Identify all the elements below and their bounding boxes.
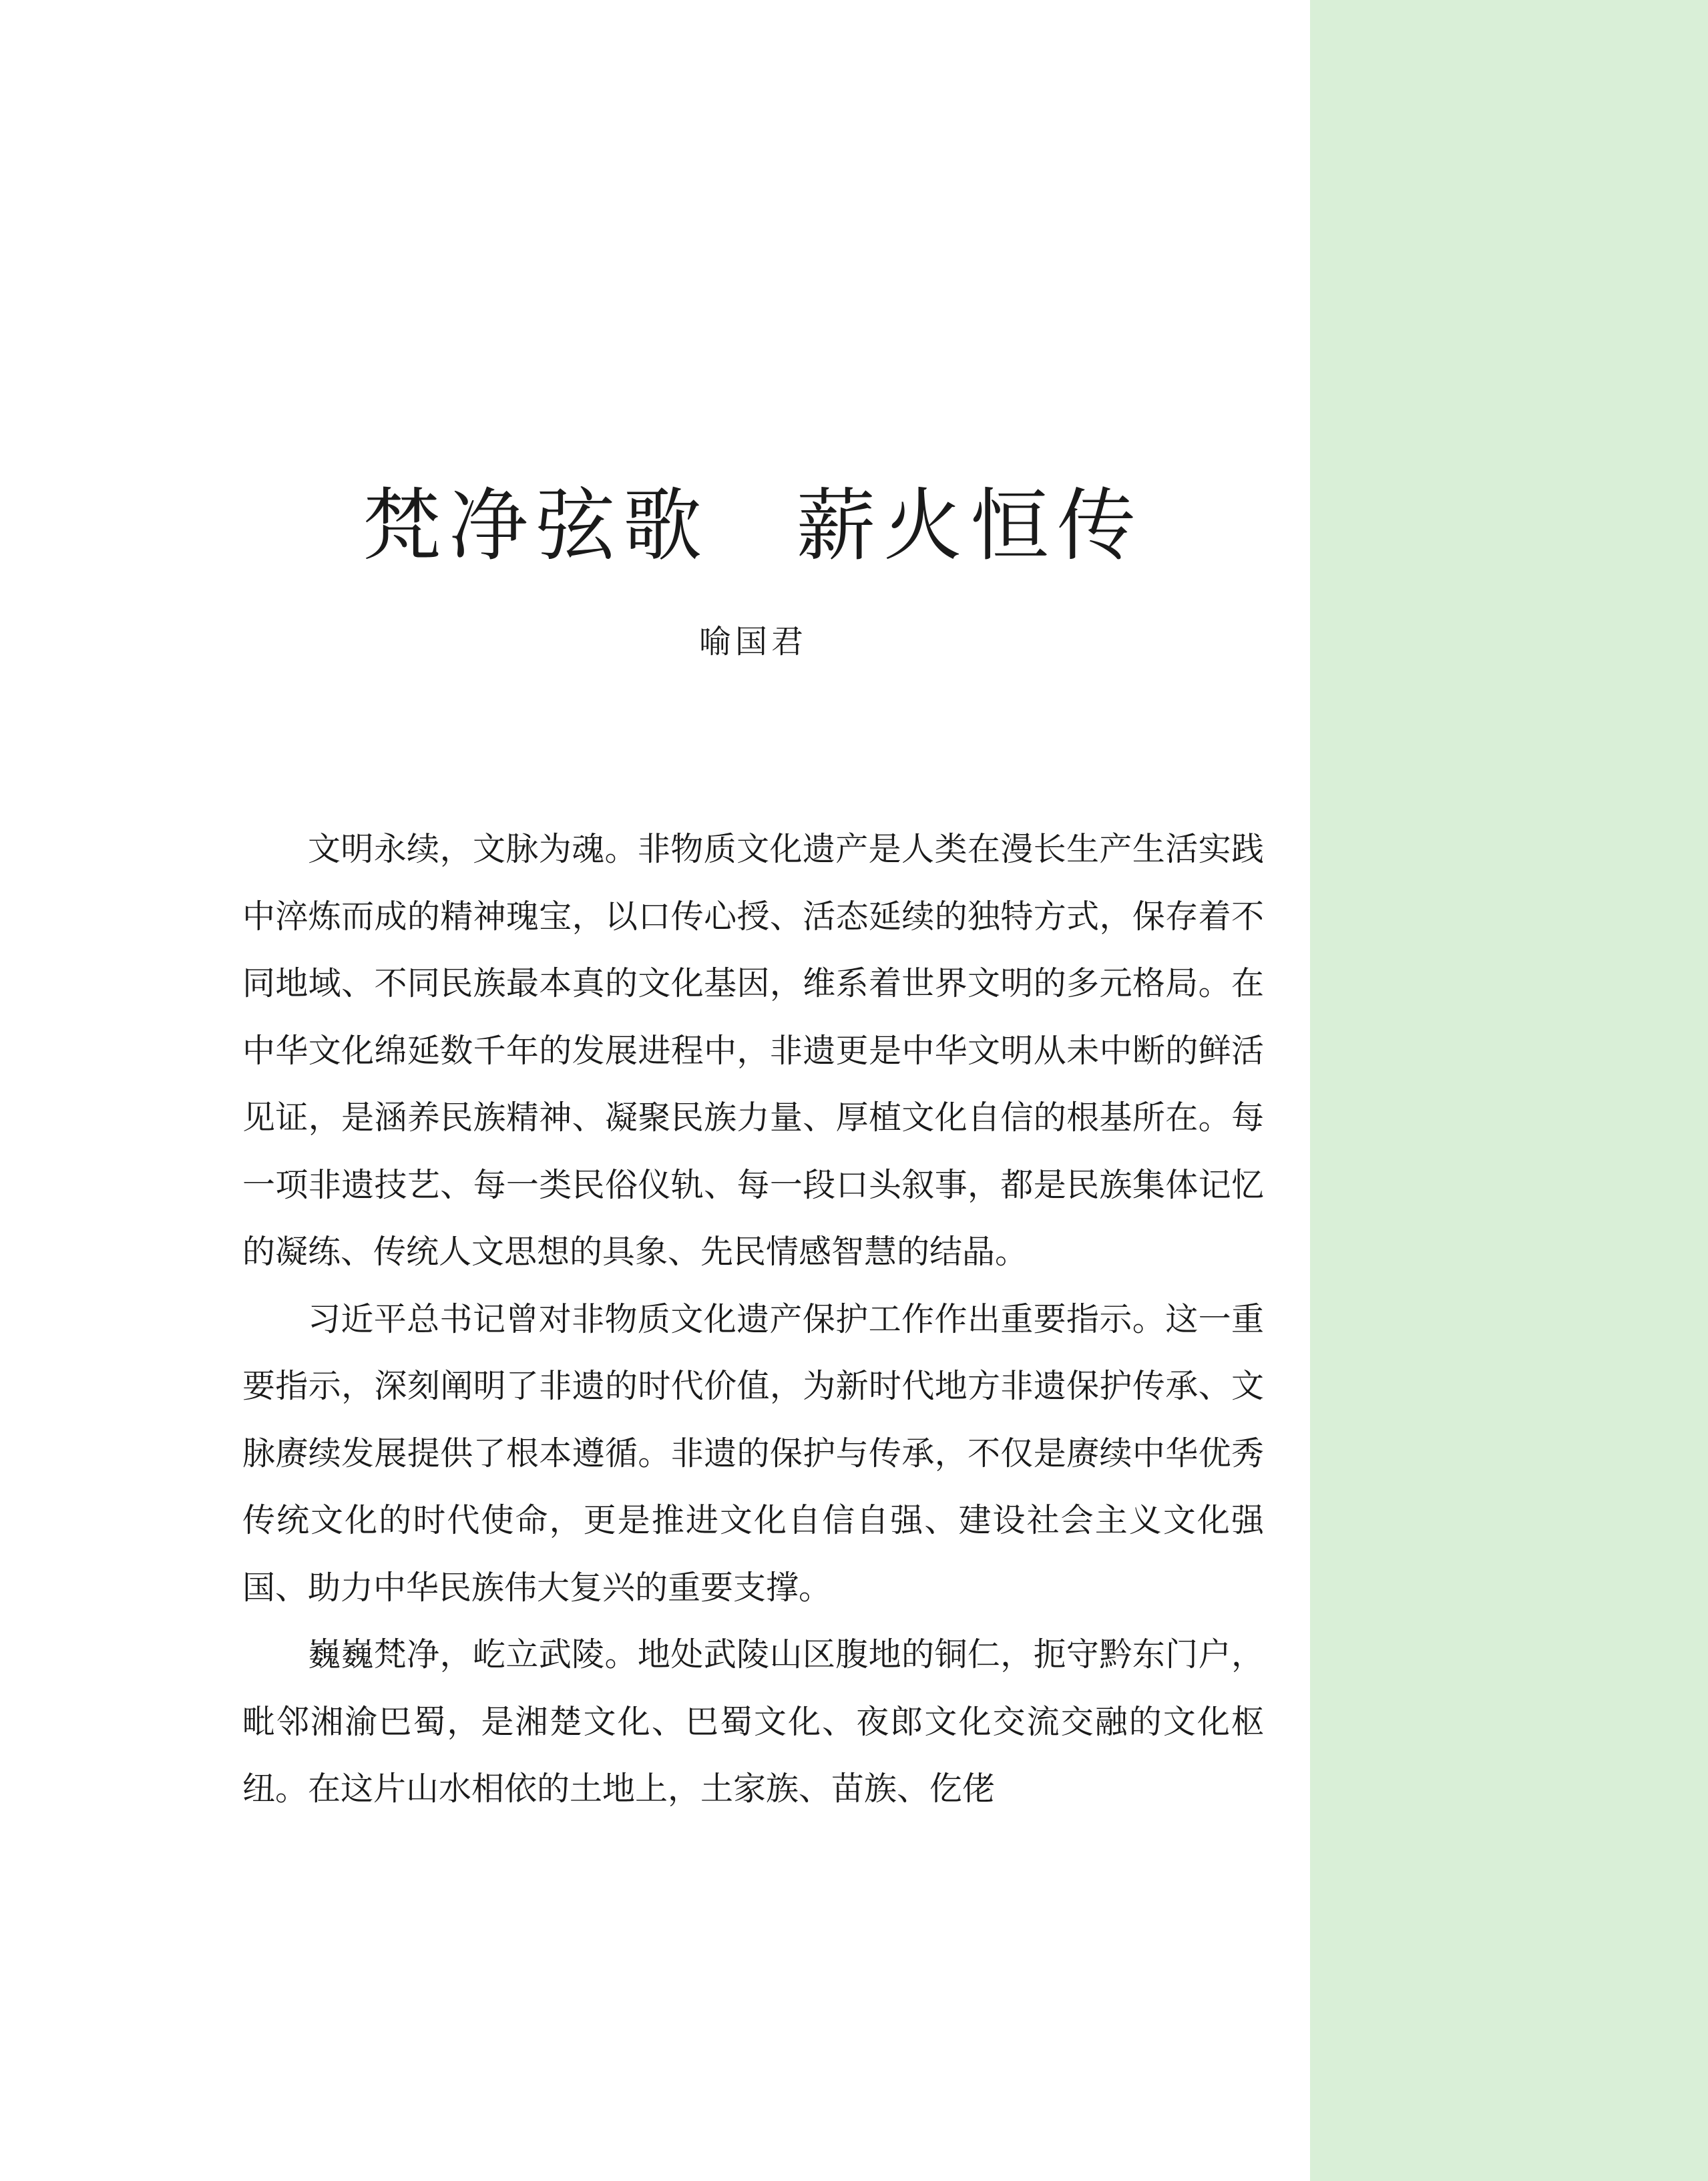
paragraph-1: 文明永续，文脉为魂。非物质文化遗产是人类在漫长生产生活实践中淬炼而成的精神瑰宝，以口传心授、活态延续的独特方式，保存着不同地域、不同民族最本真的文化基因，维系着世界文明的多元格局。在中华文化绵延数千年的发展进程中，非遗更是中华文明从未中断的鲜活见证，是涵养民族精神、凝聚民族力量、厚植文化自信的根基所在。每一项非遗技艺、每一类民俗仪轨、每一段口头叙事，都是民族集体记忆的凝练、传统人文思想的具象、先民情感智慧的结晶。 — [242, 830, 1264, 1271]
article-author: 喻国君 — [698, 623, 807, 660]
article-body — [242, 816, 1264, 1823]
paragraph-2: 习近平总书记曾对非物质文化遗产保护工作作出重要指示。这一重要指示，深刻阐明了非遗的时代价值，为新时代地方非遗保护传承、文脉赓续发展提供了根本遵循。非遗的保护与传承，不仅是赓续中华优秀传统文化的时代使命，更是推进文化自信自强、建设社会主义文化强国、助力中华民族伟大复兴的重要支撑。 — [242, 1300, 1264, 1607]
paragraph-3: 巍巍梵净，屹立武陵。地处武陵山区腹地的铜仁，扼守黔东门户，毗邻湘渝巴蜀，是湘楚文化、巴蜀文化、夜郎文化交流交融的文化枢纽。在这片山水相依的土地上，土家族、苗族、仡佬 — [242, 1635, 1264, 1808]
article-title: 梵净弦歌 薪火恒传 — [362, 479, 1144, 572]
decorative-side-band — [1310, 0, 1708, 2181]
